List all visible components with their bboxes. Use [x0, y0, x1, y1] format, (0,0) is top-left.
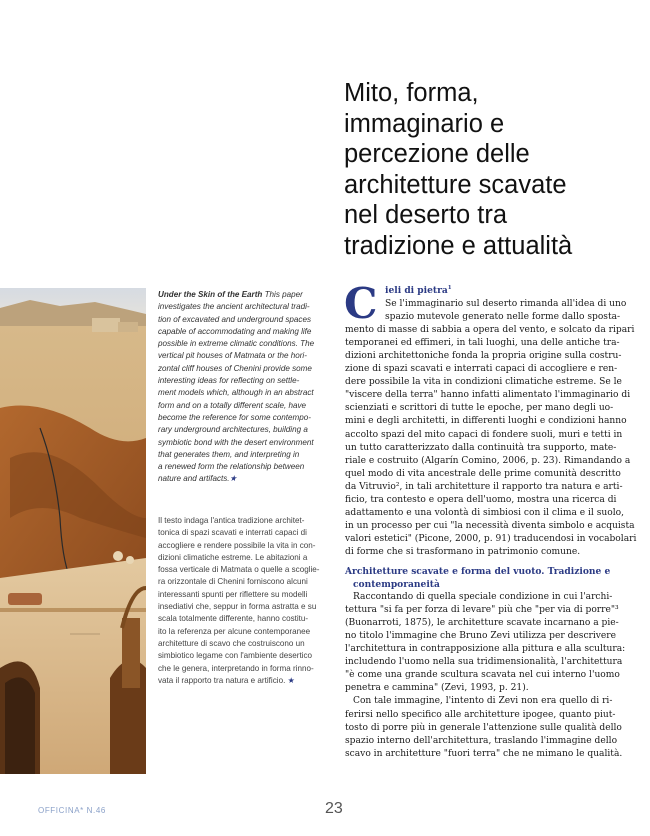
abstract-line: that generates them, and interpreting in [158, 449, 300, 459]
star-icon: ★ [287, 675, 295, 685]
body-line: ficio, tra contesto e opera dell'uomo, mostra una ricerca di [345, 494, 617, 505]
summary-line: Il testo indaga l'antica tradizione architet- [158, 516, 305, 525]
abstract-line: rary underground architectures, building a [158, 425, 308, 435]
summary-line: insediativi che, seppur in forma astratta e su [158, 602, 317, 612]
abstract-line: possible in extreme climatic conditions. The [158, 339, 315, 349]
body-line: dere possibile la vita in condizioni climatiche estreme. Se le [345, 377, 622, 388]
body-line: zione di spazi scavati e interrati capaci di accogliere e ren- [345, 364, 618, 375]
body-line: scienziati e scrittori di tutte le epoche, per mano degli uo- [345, 403, 614, 414]
abstract-line: tion of excavated and underground spaces [158, 314, 311, 324]
abstract-line: capable of accommodating and making life [158, 326, 312, 336]
body-line: un tutto caratterizzato dalla continuità tra supporto, mate- [345, 442, 617, 453]
italian-summary [158, 515, 334, 687]
body-line: tettura "si fa per forza di levare" più che "per via di porre"³ [345, 605, 619, 616]
summary-line: tonica di spazi scavati e interrati capaci di [158, 528, 307, 538]
body-line: l'architettura in contrapposizione alla pittura e alla scultura: [345, 644, 626, 655]
footnote-ref: 1 [447, 284, 452, 291]
article-body [344, 279, 637, 761]
summary-line: fossa verticale di Matmata o quelle a scoglie- [158, 565, 320, 575]
summary-line: vata il rapporto tra natura e artificio. [158, 675, 286, 685]
body-line: accolto spazi del mito capaci di fondere suoli, muri e tetti in [345, 429, 623, 440]
body-line: tosto di porre più in generale l'attenzione sulle qualità dello [345, 722, 622, 733]
body-line: temporanei ed effimeri, in tali luoghi, una delle antiche tra- [345, 338, 620, 349]
summary-line: ito la referenza per alcune contemporanee [158, 626, 311, 636]
title-line: Mito, forma, [344, 79, 479, 107]
abstract-line: zontal cliff houses of Chenini provide some [158, 363, 312, 373]
body-line: scavo in architetture "fuori terra" che ne mimano le qualità. [345, 748, 623, 759]
abstract-line: investigates the ancient architectural tradi- [158, 302, 310, 312]
section2-title: contemporaneità [353, 579, 440, 591]
summary-line: che le genera, interpretando in forma rinno- [158, 663, 314, 673]
body-line: (Buonarroti, 1875), le architetture scavate incarnano a pie- [345, 618, 619, 629]
body-line: Raccontando di quella speciale condizione in cui l'archi- [353, 592, 613, 603]
body-line: da Vitruvio², in tali architetture il rapporto tra natura e arti- [345, 481, 623, 492]
summary-line: interessanti spunti per riflettere su modelli [158, 589, 308, 599]
section2-title: Architetture scavate e forma del vuoto. Tradizione e [345, 565, 611, 577]
page-number: 23 [325, 800, 343, 817]
summary-line: accogliere e rendere possibile la vita in con- [158, 540, 316, 550]
abstract-line: form and on a totally different scale, have [158, 400, 307, 410]
body-line: Se l'immaginario sul deserto rimanda all'idea di uno [385, 299, 627, 310]
body-line: ferirsi nello specifico alle architetture ipogee, quanto piut- [345, 709, 616, 720]
star-icon: ★ [229, 474, 237, 484]
abstract-lead: Under the Skin of the Earth [158, 290, 263, 299]
drop-cap: C [344, 279, 378, 328]
body-line: spazio mutevole generato nelle forme dallo sposta- [385, 312, 621, 323]
english-abstract [158, 289, 334, 486]
body-line: quel modo di vita ancestrale delle prime comunità descritto [345, 468, 621, 479]
section1-title: ieli di pietra [385, 285, 448, 296]
body-line: di forme che si trasformano in patrimonio comune. [345, 546, 581, 557]
abstract-line: vertical pit houses of Matmata or the hori- [158, 351, 307, 361]
abstract-line: become the reference for some contempo- [158, 412, 311, 422]
abstract-line: nature and artifacts. [158, 474, 230, 484]
body-line: no titolo l'immagine che Bruno Zevi utilizza per descrivere [345, 631, 617, 642]
abstract-line: This paper [262, 290, 303, 299]
body-line: mento di masse di sabbia a opera del vento, e solcato da ripari [345, 325, 635, 336]
title-line: tradizione e attualità [344, 231, 573, 260]
body-line: mini e degli architetti, in differenti luoghi e condizioni hanno [345, 416, 627, 427]
body-line: includendo l'uomo nella sua tridimensionalità, l'architettura [345, 657, 623, 668]
journal-name: OFFICINA* N.46 [38, 806, 106, 815]
article-title [344, 78, 634, 261]
body-line: spazio interno dell'architettura, traslando l'immagine dello [345, 735, 618, 746]
abstract-line: symbiotic bond with the desert environment [158, 437, 314, 447]
abstract-line: a renewed form the relationship between [158, 462, 305, 472]
body-line: dizioni architettoniche fonda la propria origine sulla costru- [345, 351, 622, 362]
abstract-line: interesting ideas for reflecting on settle- [158, 376, 300, 386]
body-line: in un processo per cui "la necessità diventa simbolo e acquista [345, 520, 635, 531]
title-line: nel deserto tra [344, 201, 508, 229]
abstract-line: ment models which, although in an abstract [158, 388, 314, 398]
summary-line: ra orizzontale di Chenini forniscono alcuni [158, 577, 308, 587]
body-line: Con tale immagine, l'intento di Zevi non era quello di ri- [353, 696, 613, 707]
summary-line: architetture di scavo che costruiscono un [158, 638, 305, 648]
body-line: valori estetici" (Picone, 2000, p. 91) traducendosi in vocabolari [345, 533, 637, 544]
body-line: penetra e cammina" (Zevi, 1993, p. 21). [345, 683, 529, 694]
body-line: "è come una grande scultura scavata nel cui interno l'uomo [345, 670, 620, 681]
body-line: "viscere della terra" hanno infatti alimentato l'immaginario di [345, 390, 631, 401]
title-line: immaginario e [344, 109, 505, 138]
desert-dwelling-photo [0, 288, 146, 774]
title-line: percezione delle [344, 140, 530, 168]
summary-line: simbiotico legame con l'ambiente desertico [158, 651, 313, 661]
body-line: riale e costruito (Algarín Comino, 2006, p. 23). Rimandando a [345, 455, 631, 466]
summary-line: dizioni climatiche estreme. Le abitazioni a [158, 552, 308, 562]
summary-line: scala totalmente differente, hanno costitu- [158, 614, 309, 624]
body-line: adattamento e una volontà di simbiosi con il clima e il suolo, [345, 507, 625, 518]
title-line: architetture scavate [344, 170, 567, 199]
